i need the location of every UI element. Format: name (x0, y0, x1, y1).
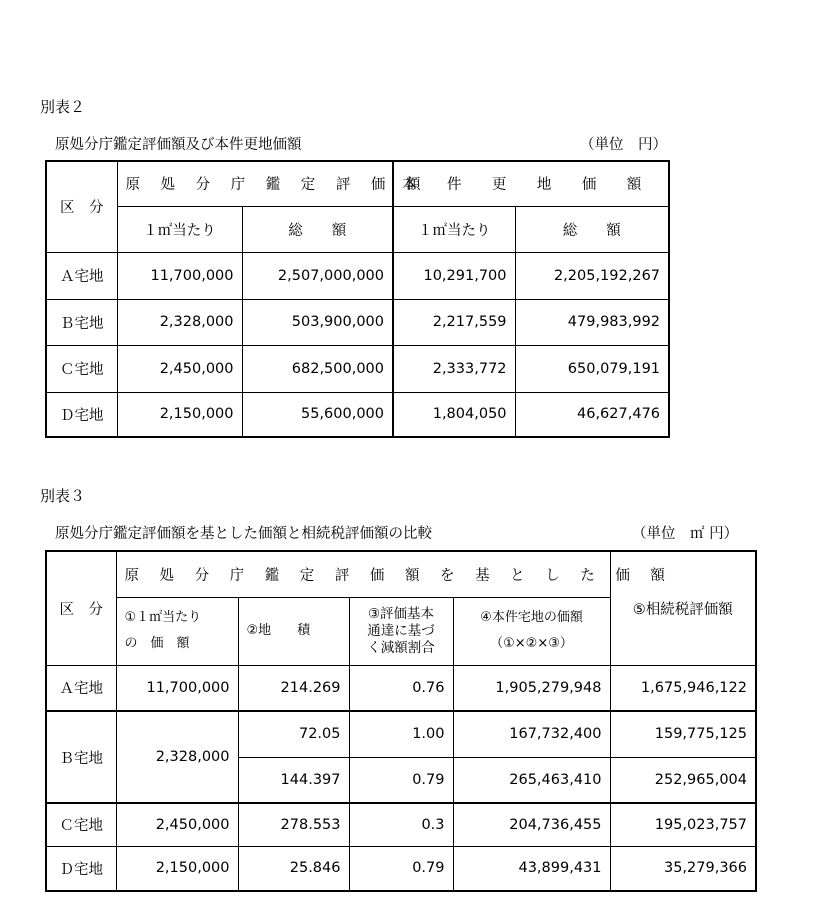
table3-label: 別表３ (40, 487, 86, 505)
table-row (46, 803, 756, 846)
cell: 167,732,400 (453, 711, 610, 757)
table3-c2-header: ②地 積 (238, 597, 349, 665)
cell: 2,217,559 (393, 299, 515, 345)
cell: 278.553 (238, 803, 349, 846)
row-name: Ｄ宅地 (46, 392, 117, 437)
table-row (46, 846, 756, 891)
row-name: Ｄ宅地 (46, 846, 116, 891)
cell: 1,804,050 (393, 392, 515, 437)
cell: 2,150,000 (117, 392, 242, 437)
cell: 43,899,431 (453, 846, 610, 891)
table3-kubun-header: 区 分 (46, 551, 116, 665)
cell: 204,736,455 (453, 803, 610, 846)
table-row (46, 345, 669, 392)
table2-a-total-header: 総 額 (242, 206, 393, 252)
cell: 55,600,000 (242, 392, 393, 437)
cell: 503,900,000 (242, 299, 393, 345)
table3-c1-header: ①１㎡当たり の 価 額 (116, 597, 238, 665)
table-row (46, 299, 669, 345)
cell: 0.76 (349, 665, 453, 711)
table2-b-total-header: 総 額 (515, 206, 669, 252)
table2-group-b-header: 本 件 更 地 価 額 (393, 161, 669, 206)
table2 (45, 160, 670, 438)
cell: 2,205,192,267 (515, 252, 669, 299)
cell: 35,279,366 (610, 846, 756, 891)
cell: 1,675,946,122 (610, 665, 756, 711)
table2-kubun-header: 区 分 (46, 161, 117, 252)
cell: 11,700,000 (116, 665, 238, 711)
cell: 265,463,410 (453, 757, 610, 803)
row-name: Ｂ宅地 (46, 711, 116, 803)
cell: 2,328,000 (116, 711, 238, 803)
cell: 159,775,125 (610, 711, 756, 757)
cell: 2,328,000 (117, 299, 242, 345)
cell: 2,507,000,000 (242, 252, 393, 299)
table-row (46, 392, 669, 437)
cell: 25.846 (238, 846, 349, 891)
table2-label: 別表２ (40, 98, 86, 116)
table3-unit: （単位 ㎡ 円） (632, 526, 739, 542)
cell: 0.3 (349, 803, 453, 846)
table3-c4-header: ④本件宅地の価額 （①×②×③） (453, 597, 610, 665)
cell: 46,627,476 (515, 392, 669, 437)
cell: 144.397 (238, 757, 349, 803)
cell: 0.79 (349, 757, 453, 803)
table3 (45, 550, 757, 892)
cell: 650,079,191 (515, 345, 669, 392)
cell: 2,150,000 (116, 846, 238, 891)
table-row (46, 665, 756, 711)
cell: 2,450,000 (116, 803, 238, 846)
cell: 1,905,279,948 (453, 665, 610, 711)
cell: 0.79 (349, 846, 453, 891)
cell: 214.269 (238, 665, 349, 711)
table3-c3-header: ③評価基本 通達に基づ く減額割合 (349, 597, 453, 665)
row-name: Ｂ宅地 (46, 299, 117, 345)
cell: 479,983,992 (515, 299, 669, 345)
table2-b-per-sqm-header: １㎡当たり (393, 206, 515, 252)
table2-title: 原処分庁鑑定評価額及び本件更地価額 (55, 137, 302, 153)
row-name: Ｃ宅地 (46, 345, 117, 392)
cell: 11,700,000 (117, 252, 242, 299)
table3-c5-header: ⑤相続税評価額 (610, 551, 756, 665)
row-name: Ａ宅地 (46, 252, 117, 299)
cell: 2,333,772 (393, 345, 515, 392)
cell: 682,500,000 (242, 345, 393, 392)
table2-a-per-sqm-header: １㎡当たり (117, 206, 242, 252)
cell: 1.00 (349, 711, 453, 757)
table-row (46, 252, 669, 299)
row-name: Ｃ宅地 (46, 803, 116, 846)
cell: 10,291,700 (393, 252, 515, 299)
cell: 195,023,757 (610, 803, 756, 846)
table2-unit: （単位 円） (580, 137, 667, 153)
table3-group-header: 原 処 分 庁 鑑 定 評 価 額 を 基 と し た 価 額 (116, 551, 610, 597)
table3-title: 原処分庁鑑定評価額を基とした価額と相続税評価額の比較 (55, 526, 432, 542)
table2-group-a-header: 原 処 分 庁 鑑 定 評 価 額 (117, 161, 393, 206)
cell: 72.05 (238, 711, 349, 757)
table-row (46, 711, 756, 757)
cell: 2,450,000 (117, 345, 242, 392)
row-name: Ａ宅地 (46, 665, 116, 711)
cell: 252,965,004 (610, 757, 756, 803)
